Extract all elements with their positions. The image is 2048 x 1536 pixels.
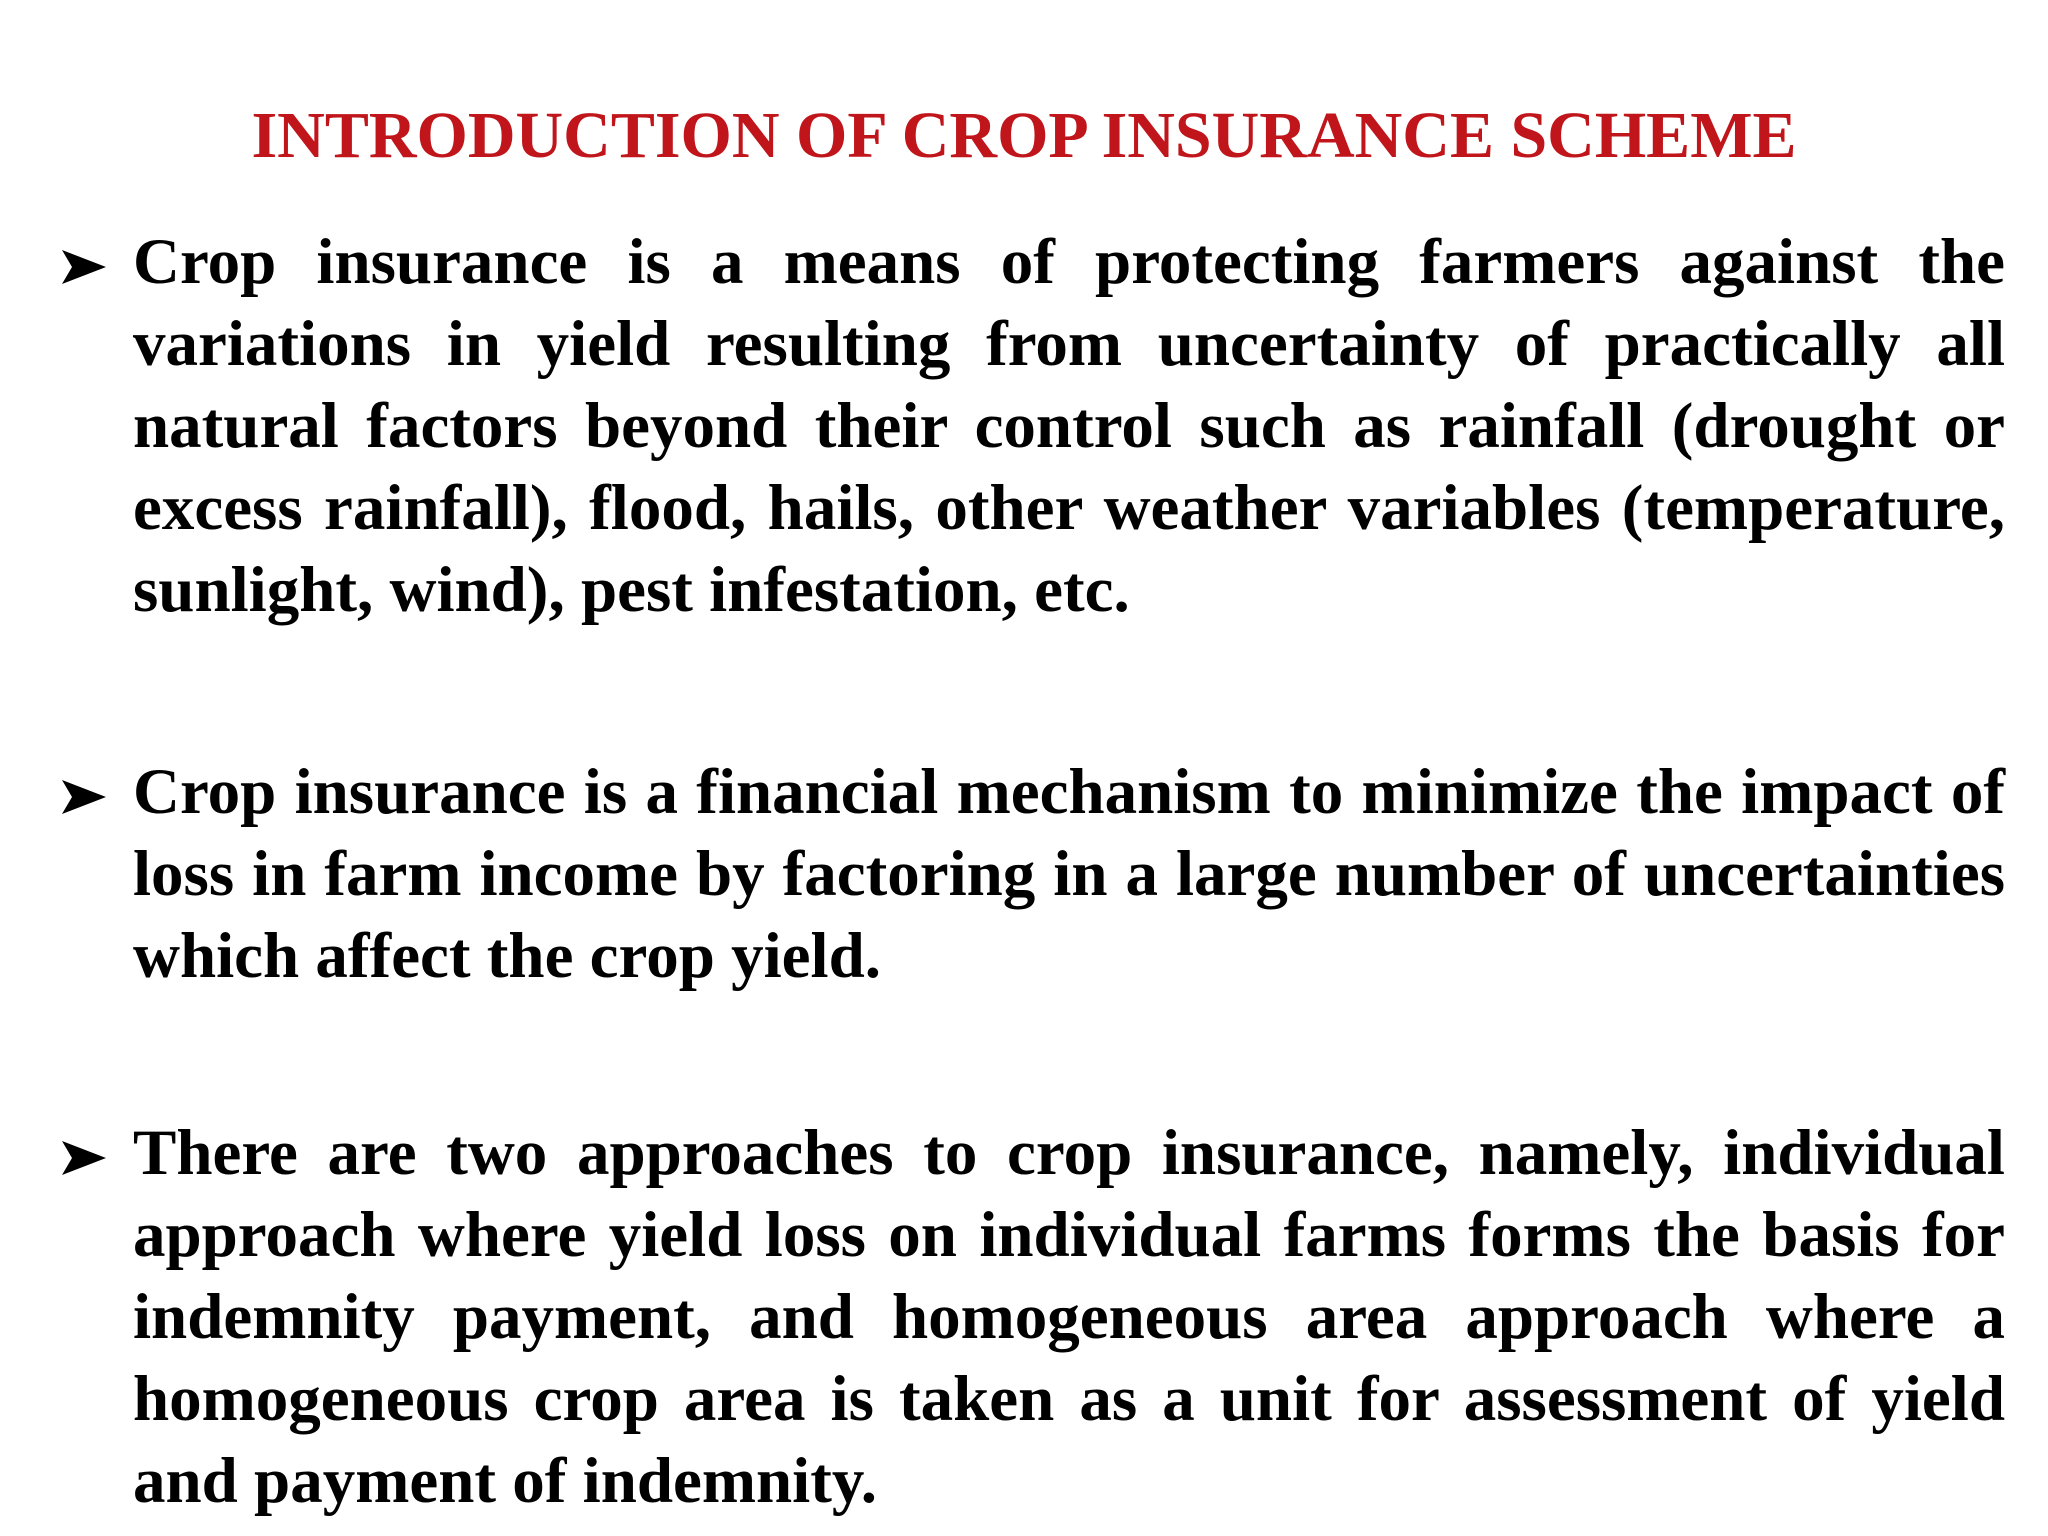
bullet-text: There are two approaches to crop insurance, namely, individual approach where yield loss on individual farms forms the basis for indemnity payment, and homogeneous area approach where a homogeneous crop area is taken as a unit for assessment of yield and payment of indemnity. (133, 1117, 2005, 1517)
bullet-text: Crop insurance is a means of protecting farmers against the variations in yield resulting from uncertainty of practically all natural factors beyond their control such as rainfall (drought or excess rainfall), flood, hails, other weather variables (temperature, sunlight, wind), pest infestation, etc. (133, 226, 2005, 626)
arrow-bullet-icon (58, 1138, 110, 1178)
slide-title: INTRODUCTION OF CROP INSURANCE SCHEME (251, 99, 1797, 172)
bullet-text: Crop insurance is a financial mechanism to minimize the impact of loss in farm income by factoring in a large number of uncertainties which affect the crop yield. (133, 756, 2005, 992)
arrow-bullet-icon (58, 247, 110, 287)
arrow-bullet-icon (58, 777, 110, 817)
